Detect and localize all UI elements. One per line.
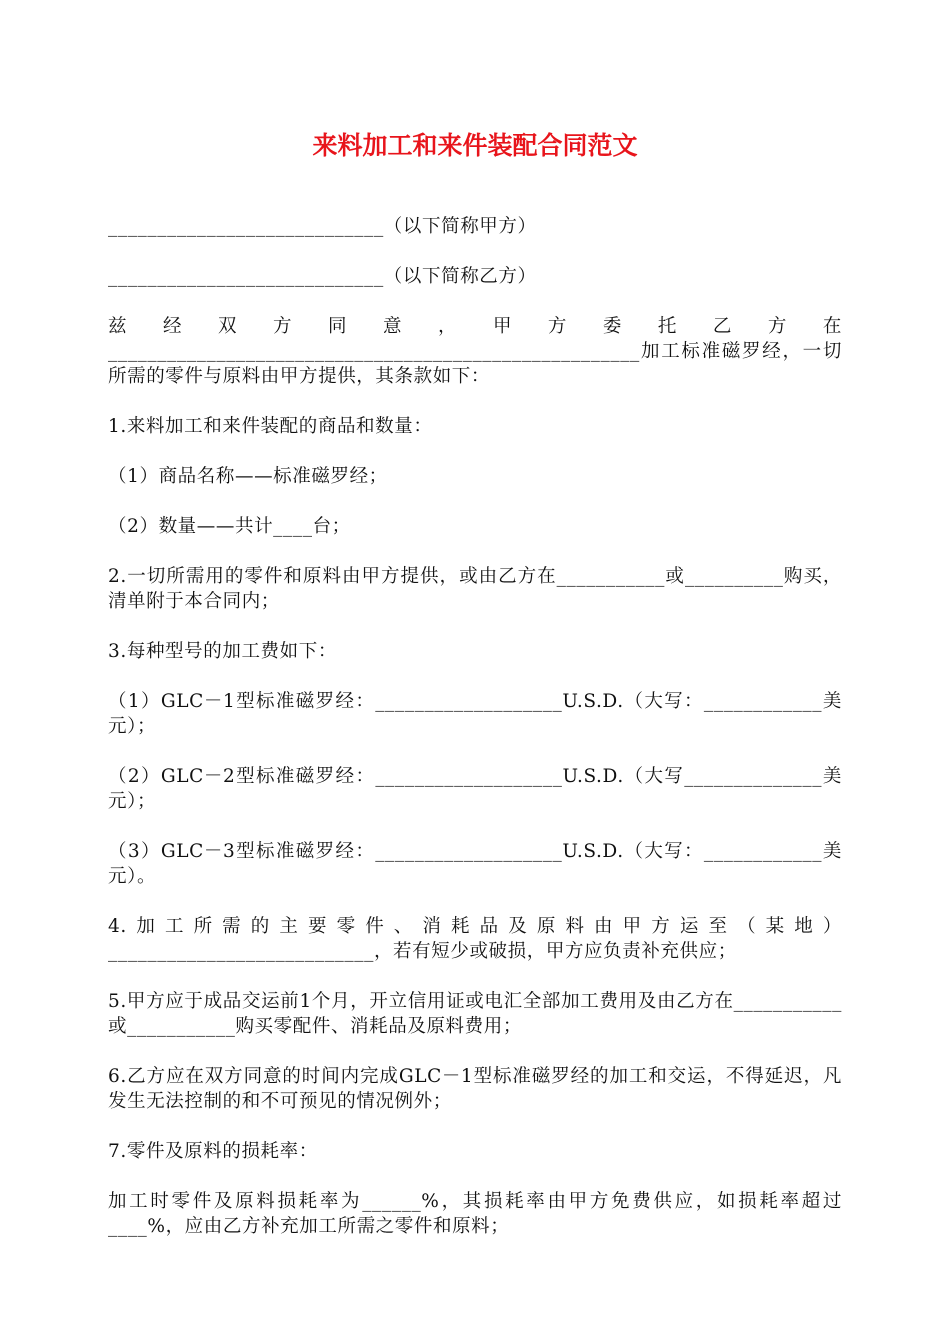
document-body	[108, 214, 842, 1264]
clause-3-item-1: （1）GLC－1型标准磁罗经：___________________U.S.D.（大写：____________美元）；	[108, 691, 842, 737]
clause-3-heading: 3.每种型号的加工费如下：	[108, 641, 337, 662]
clause-2: 2.一切所需用的零件和原料由甲方提供，或由乙方在___________或__________购买，清单附于本合同内；	[108, 566, 842, 612]
clause-6: 6.乙方应在双方同意的时间内完成GLC－1型标准磁罗经的加工和交运，不得延迟，凡发生无法控制的和不可预见的情况例外；	[108, 1066, 842, 1112]
clause-3-item-3: （3）GLC－3型标准磁罗经：___________________U.S.D.（大写：____________美元）。	[108, 841, 842, 887]
clause-1-item-1: （1）商品名称——标准磁罗经；	[108, 466, 388, 487]
clause-4: 4.加工所需的主要零件、消耗品及原料由甲方运至（某地）___________________________，若有短少或破损，甲方应负责补充供应；	[108, 916, 842, 962]
clause-7-heading: 7.零件及原料的损耗率：	[108, 1141, 318, 1162]
party-a-line: ____________________________（以下简称甲方）	[108, 216, 537, 237]
document-title: 来料加工和来件装配合同范文	[312, 131, 638, 160]
clause-5: 5.甲方应于成品交运前1个月，开立信用证或电汇全部加工费用及由乙方在___________或___________购买零配件、消耗品及原料费用；	[108, 991, 842, 1037]
clause-1-heading: 1.来料加工和来件装配的商品和数量：	[108, 416, 433, 437]
preamble-paragraph: 兹经双方同意，甲方委托乙方在______________________________________________________加工标准磁罗经，一切所需的零件与原料由甲方提供，其条款如下：	[108, 316, 842, 387]
clause-7-body: 加工时零件及原料损耗率为______%，其损耗率由甲方免费供应，如损耗率超过____%，应由乙方补充加工所需之零件和原料；	[108, 1191, 842, 1237]
clause-3-item-2: （2）GLC－2型标准磁罗经：___________________U.S.D.（大写______________美元）；	[108, 766, 842, 812]
party-b-line: ____________________________（以下简称乙方）	[108, 266, 537, 287]
clause-1-item-2: （2）数量——共计____台；	[108, 516, 351, 537]
